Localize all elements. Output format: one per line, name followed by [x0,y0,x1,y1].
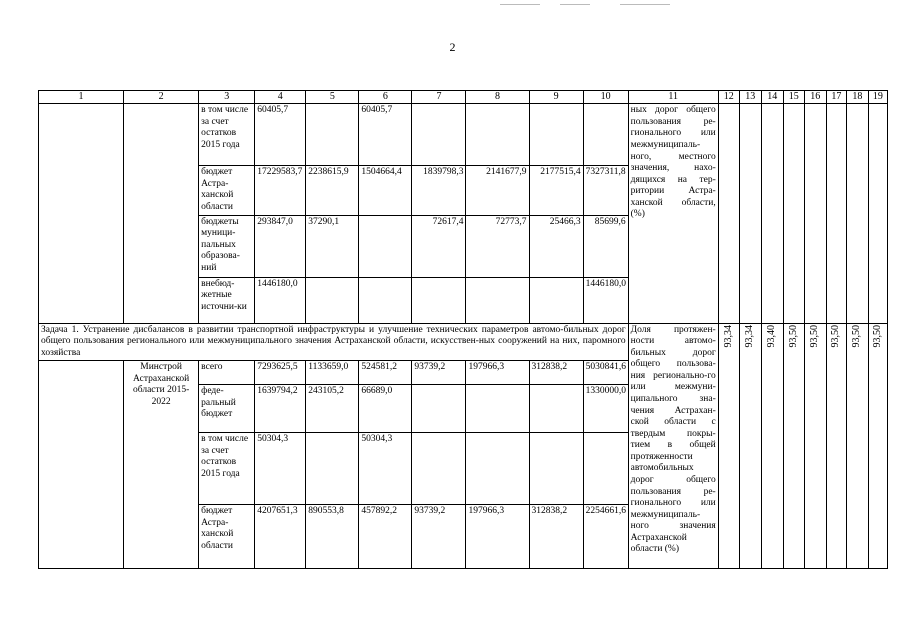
col-9: 9 [529,91,583,104]
value-cell: 524581,2 [359,361,412,385]
value-cell: 5030841,6 [583,361,628,385]
value-cell [306,104,359,166]
funding-source: в том числе за счет остатков 2015 года [199,433,255,505]
indicator-text: ных дорог общего пользования ре-гионального или межмуниципаль-ного, местного значения, нахо-дящихся на тер-ритории Астра-ханской области, (%) [628,104,718,323]
funding-source: в том числе за счет остатков 2015 года [199,104,255,166]
target-value: 93,34 [739,323,761,569]
scan-mark [620,4,670,5]
value-cell: 4207651,3 [255,505,306,569]
task-heading: Задача 1. Устранение дисбалансов в развитии транспортной инфраструктуры и улучшение технических параметров автомо-бильных дорог общего пользования регионального или межмуниципального значения Астраханской области, искусствен-ных сооружений на них, паромного хозяйства [39,323,629,361]
target-value: 93,50 [826,323,846,569]
value-cell [529,104,583,166]
value-cell: 1504664,4 [359,166,412,215]
col-15: 15 [783,91,804,104]
value-cell [412,433,466,505]
value-cell: 50304,3 [359,433,412,505]
cell-empty [826,104,846,323]
value-cell: 2177515,4 [529,166,583,215]
target-value: 93,50 [846,323,868,569]
cell-empty [868,104,887,323]
value-cell [412,104,466,166]
col-16: 16 [804,91,826,104]
value-cell [306,277,359,323]
col-10: 10 [583,91,628,104]
funding-source: бюджет Астра-ханской области [199,166,255,215]
target-value: 93,50 [804,323,826,569]
page-number: 2 [449,40,456,54]
target-value: 93,50 [783,323,804,569]
col-17: 17 [826,91,846,104]
col-19: 19 [868,91,887,104]
funding-source: бюджет Астра-ханской области [199,505,255,569]
col-3: 3 [199,91,255,104]
funding-source: внебюд-жетные источни-ки [199,277,255,323]
cell-empty [804,104,826,323]
scan-mark [560,4,590,5]
value-cell: 243105,2 [306,385,359,433]
value-cell: 197966,3 [466,505,529,569]
value-cell: 66689,0 [359,385,412,433]
scan-mark [500,4,540,5]
value-cell [529,277,583,323]
value-cell [359,277,412,323]
value-cell: 312838,2 [529,361,583,385]
value-cell: 93739,2 [412,361,466,385]
value-cell: 312838,2 [529,505,583,569]
value-cell: 1330000,0 [583,385,628,433]
value-cell: 293847,0 [255,215,306,277]
value-cell: 1446180,0 [255,277,306,323]
value-cell [583,433,628,505]
col-1: 1 [39,91,124,104]
indicator-text: Доля протяжен-ности автомо-бильных дорог общего пользова-ния регионально-го или межмуни-ципального зна-чения Астрахан-ской области с твердым покры-тием в общей протяженности автомобильных дорог общего пользования ре-гионального или межмуниципаль-ного значения Астраханской области (%) [628,323,718,569]
funding-source: бюджеты муници-пальных образова-ний [199,215,255,277]
value-cell [412,277,466,323]
col-5: 5 [306,91,359,104]
value-cell: 2254661,6 [583,505,628,569]
cell-empty [718,104,739,323]
cell-empty [739,104,761,323]
value-cell: 60405,7 [359,104,412,166]
col-12: 12 [718,91,739,104]
budget-table [38,90,888,569]
value-cell: 85699,6 [583,215,628,277]
value-cell: 2141677,9 [466,166,529,215]
value-cell: 72617,4 [412,215,466,277]
value-cell: 890553,8 [306,505,359,569]
cell-empty [124,104,199,323]
col-7: 7 [412,91,466,104]
value-cell [466,277,529,323]
value-cell: 2238615,9 [306,166,359,215]
value-cell [466,385,529,433]
value-cell: 50304,3 [255,433,306,505]
value-cell: 60405,7 [255,104,306,166]
col-2: 2 [124,91,199,104]
cell-empty [846,104,868,323]
value-cell [466,104,529,166]
cell-empty [39,104,124,323]
value-cell: 37290,1 [306,215,359,277]
value-cell [466,433,529,505]
value-cell: 457892,2 [359,505,412,569]
col-11: 11 [628,91,718,104]
value-cell [583,104,628,166]
value-cell: 1839798,3 [412,166,466,215]
col-13: 13 [739,91,761,104]
value-cell: 17229583,7 [255,166,306,215]
cell-empty [761,104,783,323]
target-value: 93,40 [761,323,783,569]
value-cell: 93739,2 [412,505,466,569]
target-value: 93,34 [718,323,739,569]
funding-source: всего [199,361,255,385]
value-cell: 7327311,8 [583,166,628,215]
value-cell: 72773,7 [466,215,529,277]
value-cell: 7293625,5 [255,361,306,385]
task-row [39,323,888,361]
cell-empty [39,361,124,569]
value-cell: 1133659,0 [306,361,359,385]
value-cell: 1639794,2 [255,385,306,433]
value-cell [529,433,583,505]
value-cell: 25466,3 [529,215,583,277]
value-cell: 1446180,0 [583,277,628,323]
value-cell [306,433,359,505]
col-14: 14 [761,91,783,104]
target-value: 93,50 [868,323,887,569]
col-8: 8 [466,91,529,104]
value-cell [529,385,583,433]
col-18: 18 [846,91,868,104]
col-6: 6 [359,91,412,104]
column-number-row [39,91,888,104]
col-4: 4 [255,91,306,104]
funding-source: феде-ральный бюджет [199,385,255,433]
cell-empty [783,104,804,323]
executor: Минстрой Астраханской области 2015-2022 [124,361,199,569]
value-cell [359,215,412,277]
value-cell [412,385,466,433]
value-cell: 197966,3 [466,361,529,385]
table-row [39,104,888,166]
